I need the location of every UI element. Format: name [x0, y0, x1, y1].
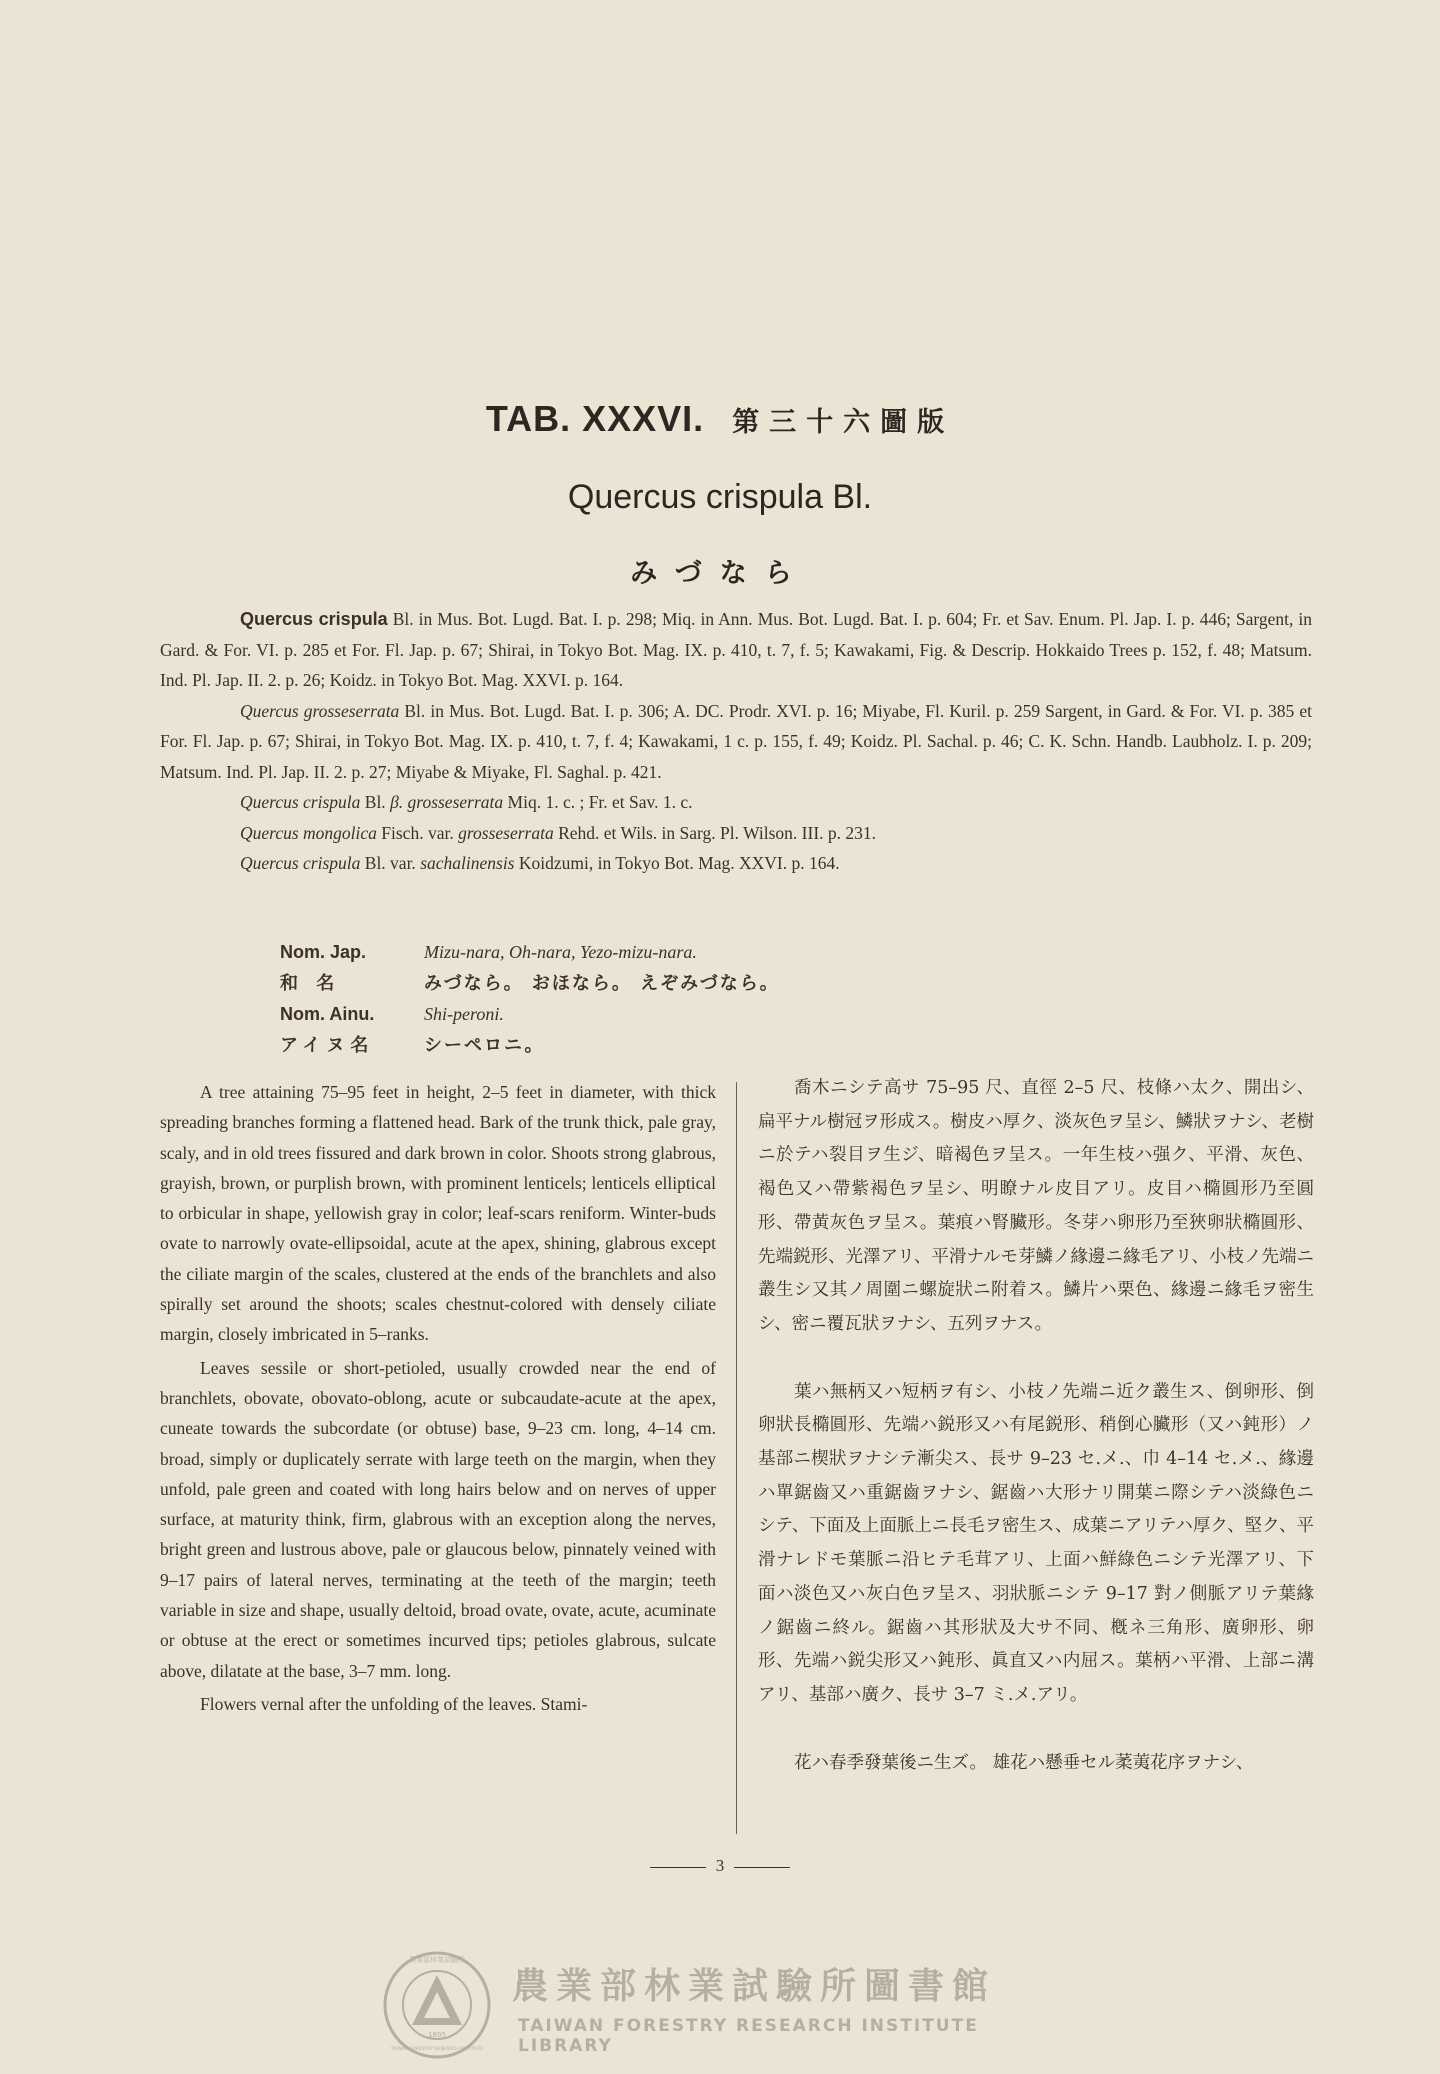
species-title-jp: みづなら	[630, 558, 810, 589]
page-number-rule	[650, 1867, 706, 1868]
plate-number: TAB. XXXVI.	[485, 398, 705, 439]
synonym-citation: Rehd. et Wils. in Sarg. Pl. Wilson. III. p. 231.	[553, 822, 877, 843]
description-paragraph-jp: 喬木ニシテ高サ 75–95 尺、直徑 2–5 尺、枝條ハ太ク、開出シ、扁平ナル樹冠ヲ形成ス。樹皮ハ厚ク、淡灰色ヲ呈シ、鱗狀ヲナシ、老樹ニ於テハ裂目ヲ生ジ、暗褐色ヲ呈ス。一年生枝ハ强ク、平滑、灰色、褐色又ハ帶紫褐色ヲ呈シ、明瞭ナル皮目アリ。皮目ハ橢圓形乃至圓形、帶黃灰色ヲ呈ス。葉痕ハ腎臟形。冬芽ハ卵形乃至狹卵狀橢圓形、先端鋭形、光澤アリ、平滑ナルモ芽鱗ノ緣邊ニ緣毛アリ、小枝ノ先端ニ叢生シ又其ノ周圍ニ螺旋狀ニ附着ス。鱗片ハ栗色、緣邊ニ緣毛ヲ密生シ、密ニ覆瓦狀ヲナシ、五列ヲナス。	[758, 1078, 1314, 1334]
synonym-citation: Miq. 1. c. ; Fr. et Sav. 1. c.	[503, 792, 693, 812]
synonym-entry	[160, 818, 1312, 849]
synonym-variety: sachalinensis	[420, 853, 515, 873]
species-title: Quercus crispula Bl.	[567, 478, 873, 516]
seal-subtext: TAIWAN FORESTRY RESEARCH INSTITUTE	[390, 2047, 484, 2052]
name-row-ainu	[280, 1030, 780, 1061]
synonym-author: Bl.	[360, 792, 391, 812]
page-number-text: 3	[715, 1856, 725, 1875]
institute-seal-icon	[382, 1950, 492, 2060]
seal-year: 1895	[428, 2031, 446, 2039]
description-paragraph: A tree attaining 75–95 feet in height, 2–5 feet in diameter, with thick spreading branches forming a flattened head. Bark of the trunk thick, pale gray, scaly, and in old trees fissured and dark brown in color. Shoots strong glabrous, grayish, brown, or purplish brown, with prominent lenticels; lenticels elliptical to orbicular in shape, yellowish gray in color; leaf-scars reniform. Winter-buds ovate to narrowly ovate-ellipsoidal, acute at the apex, shining, glabrous except the ciliate margin of the scales, clustered at the ends of the branchlets and also spirally set around the shoots; scales chestnut-colored with densely ciliate margin, closely imbricated in 5–ranks.	[160, 1082, 716, 1345]
name-label: アイヌ名	[280, 1035, 375, 1056]
plate-title	[0, 398, 1440, 440]
synonym-variety: grosseserrata	[458, 822, 554, 843]
synonym-citation: Bl. in Mus. Bot. Lugd. Bat. I. p. 306; A. DC. Prodr. XVI. p. 16; Miyabe, Fl. Kuril. p. 259 Sargent, in Gard. & For. VI. p. 385 et For. Fl. Jap. p. 67; Shirai, in Tokyo Bot. Mag. IX. p. 410, t. 7, f. 4; Kawakami, 1 c. p. 155, f. 49; Koidz. Pl. Sachal. p. 46; C. K. Schn. Handb. Laubholz. I. p. 209; Matsum. Ind. Pl. Jap. II. 2. p. 27; Miyabe & Miyake, Fl. Saghal. p. 421.	[160, 700, 1312, 782]
name-value: Mizu-nara, Oh-nara, Yezo-mizu-nara.	[424, 942, 697, 962]
synonym-name: Quercus crispula	[240, 853, 361, 873]
synonymy-section	[160, 604, 1312, 879]
column-divider	[736, 1082, 737, 1834]
watermark-name-en: TAIWAN FORESTRY RESEARCH INSTITUTE LIBRARY	[518, 2016, 979, 2056]
name-value: みづなら。 おほなら。 えぞみづなら。	[424, 973, 780, 994]
synonym-citation: Bl. in Mus. Bot. Lugd. Bat. I. p. 298; Miq. in Ann. Mus. Bot. Lugd. Bat. I. p. 604; Fr. et Sav. Enum. Pl. Jap. I. p. 446; Sargent, in Gard. & For. VI. p. 285 et For. Fl. Jap. p. 67; Shirai, in Tokyo Bot. Mag. IX. p. 410, t. 7, f. 5; Kawakami, Fig. & Descrip. Hokkaido Trees p. 152, f. 48; Matsum. Ind. Pl. Jap. II. 2. p. 26; Koidz. in Tokyo Bot. Mag. XXVI. p. 164.	[160, 609, 1313, 690]
name-value: Shi-peroni.	[424, 1004, 504, 1024]
name-label: Nom. Jap.	[280, 942, 367, 962]
description-paragraph: Flowers vernal after the unfolding of the leaves. Stami-	[200, 1693, 588, 1714]
synonym-citation: Koidzumi, in Tokyo Bot. Mag. XXVI. p. 164.	[514, 853, 840, 873]
synonym-name: Quercus grosseserrata	[240, 700, 400, 721]
seal-text: 農業部林業試驗所	[409, 1956, 465, 1964]
synonym-entry	[160, 787, 1312, 818]
page-number-rule	[734, 1867, 790, 1868]
synonym-entry	[160, 696, 1312, 788]
page-number	[0, 1856, 1440, 1876]
name-row-nom-ainu	[280, 999, 780, 1030]
synonym-author: Bl. var.	[360, 853, 421, 873]
plate-number-jp: 第三十六圖版	[732, 407, 955, 437]
name-value: シーペロニ。	[424, 1035, 545, 1056]
synonym-author: Fisch. var.	[376, 822, 459, 843]
vernacular-names	[280, 937, 780, 1061]
description-paragraph-jp: 葉ハ無柄又ハ短柄ヲ有シ、小枝ノ先端ニ近ク叢生ス、倒卵形、倒卵狀長橢圓形、先端ハ鋭形又ハ有尾鋭形、稍倒心臟形（又ハ鈍形）ノ基部ニ楔狀ヲナシテ漸尖ス、長サ 9–23 セ.メ.、巾 4–14 セ.メ.、緣邊ハ單鋸齒又ハ重鋸齒ヲナシ、鋸齒ハ大形ナリ開葉ニ際シテハ淡綠色ニシテ、下面及上面脈上ニ長毛ヲ密生ス、成葉ニアリテハ厚ク、堅ク、平滑ナレドモ葉脈ニ沿ヒテ毛茸アリ、上面ハ鮮綠色ニシテ光澤アリ、下面ハ淡色又ハ灰白色ヲ呈ス、羽狀脈ニシテ 9–17 對ノ側脈アリテ葉緣ノ鋸齒ニ終ル。鋸齒ハ其形狀及大サ不同、槪ネ三角形、廣卵形、卵形、先端ハ鋭尖形又ハ鈍形、眞直又ハ内屈ス。葉柄ハ平滑、上部ニ溝アリ、基部ハ廣ク、長サ 3–7 ミ.メ.アリ。	[758, 1381, 1314, 1705]
japanese-description	[758, 1072, 1314, 1814]
library-watermark	[372, 1950, 1072, 2060]
synonym-name: Quercus crispula	[240, 792, 361, 812]
name-label: 和 名	[280, 973, 341, 994]
synonym-name: Quercus crispula	[240, 609, 388, 629]
english-description	[160, 1077, 716, 1722]
description-paragraph-jp: 花ハ春季發葉後ニ生ズ。 雄花ハ懸垂セル葇荑花序ヲナシ、	[794, 1752, 1254, 1773]
description-paragraph: Leaves sessile or short-petioled, usually crowded near the end of branchlets, obovate, obovato-oblong, acute or subcaudate-acute at the apex, cuneate towards the subcordate (or obtuse) base, 9–23 cm. long, 4–14 cm. broad, simply or duplicately serrate with large teeth on the margin, when they unfold, pale green and coated with long hairs below and on nerves of upper surface, at maturity think, firm, glabrous with an exception along the nerves, bright green and lustrous above, pale or glaucous below, pinnately veined with 9–17 pairs of lateral nerves, terminating at the teeth of the margin; teeth variable in size and shape, usually deltoid, broad ovate, ovate, acute, acuminate or obtuse at the erect or sometimes incurved tips; petioles glabrous, sulcate above, dilatate at the base, 3–7 mm. long.	[160, 1357, 716, 1681]
synonym-entry	[160, 604, 1312, 696]
synonym-entry	[160, 848, 1312, 879]
watermark-name-cn: 農業部林業試驗所圖書館	[512, 1966, 997, 2007]
name-label: Nom. Ainu.	[280, 1004, 375, 1024]
name-row-nom-jap	[280, 937, 780, 968]
synonym-name: Quercus mongolica	[240, 822, 377, 843]
name-row-wamei	[280, 968, 780, 999]
synonym-variety: β. grosseserrata	[390, 792, 504, 812]
